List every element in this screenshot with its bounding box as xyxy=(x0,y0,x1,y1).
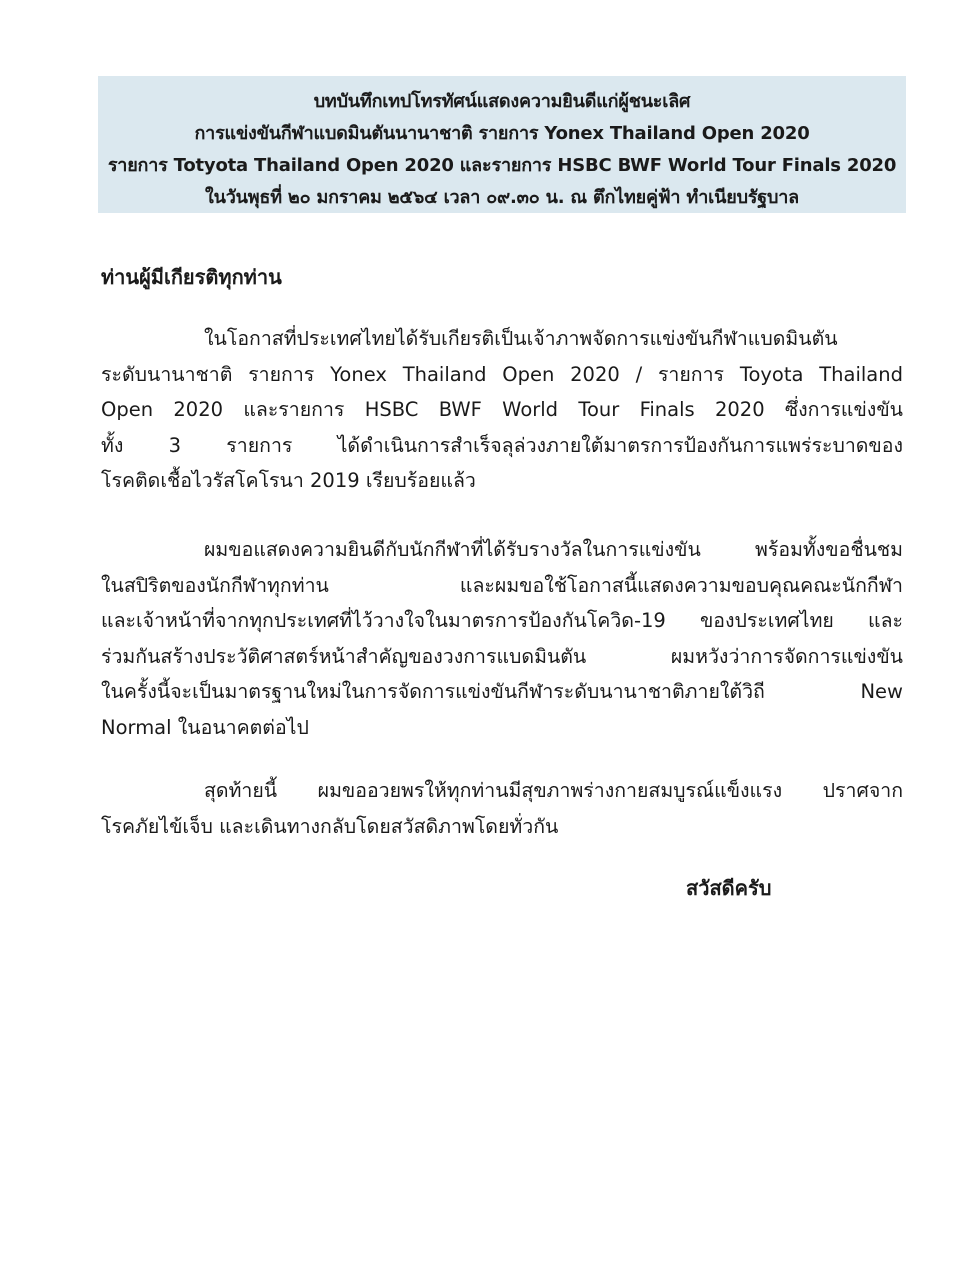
header-title: บทบันทึกเทปโทรทัศน์แสดงความยินดีแก่ผู้ชนะเลิศ xyxy=(313,91,691,112)
paragraph-line: Open 2020 และรายการ HSBC BWF World Tour Finals 2020 ซึ่งการแข่งขัน xyxy=(101,398,903,421)
header-box xyxy=(98,76,906,213)
paragraph-line: Normal ในอนาคตต่อไป xyxy=(101,715,309,739)
header-event-line: การแข่งขันกีฬาแบดมินตันนานาชาติ รายการ Yonex Thailand Open 2020 xyxy=(194,123,810,144)
paragraph-line: ทั้ง 3 รายการ ได้ดำเนินการสำเร็จลุล่วงภายใต้มาตรการป้องกันการแพร่ระบาดของ xyxy=(101,433,903,457)
paragraph-line: ผมขอแสดงความยินดีกับนักกีฬาที่ได้รับรางวัลในการแข่งขัน พร้อมทั้งขอชื่นชม xyxy=(204,538,903,561)
paragraph-3 xyxy=(101,773,903,844)
header-event-line: รายการ Totyota Thailand Open 2020 และรายการ HSBC BWF World Tour Finals 2020 xyxy=(107,155,897,176)
paragraph-line: ระดับนานาชาติ รายการ Yonex Thailand Open 2020 / รายการ Toyota Thailand xyxy=(101,362,903,386)
paragraph-line: ในครั้งนี้จะเป็นมาตรฐานใหม่ในการจัดการแข่งขันกีฬาระดับนานาชาติภายใต้วิถี New xyxy=(101,680,903,703)
header-date-line: ในวันพุธที่ ๒๐ มกราคม ๒๕๖๔ เวลา ๐๙.๓๐ น. ณ ตึกไทยคู่ฟ้า ทำเนียบรัฐบาล xyxy=(205,187,799,208)
paragraph-2 xyxy=(101,532,903,745)
paragraph-line: โรคติดเชื้อไวรัสโคโรนา 2019 เรียบร้อยแล้ว xyxy=(101,469,476,492)
paragraph-line: สุดท้ายนี้ ผมขออวยพรให้ทุกท่านมีสุขภาพร่างกายสมบูรณ์แข็งแรง ปราศจาก xyxy=(204,779,903,802)
salutation: ท่านผู้มีเกียรติทุกท่าน xyxy=(101,265,282,289)
paragraph-1 xyxy=(101,321,903,499)
paragraph-line: และเจ้าหน้าที่จากทุกประเทศที่ไว้วางใจในมาตรการป้องกันโควิด-19 ของประเทศไทย และ xyxy=(101,609,903,632)
paragraph-line: ในโอกาสที่ประเทศไทยได้รับเกียรติเป็นเจ้าภาพจัดการแข่งขันกีฬาแบดมินตัน xyxy=(204,327,838,350)
closing-greeting: สวัสดีครับ xyxy=(686,876,772,900)
paragraph-line: ในสปิริตของนักกีฬาทุกท่าน และผมขอใช้โอกาสนี้แสดงความขอบคุณคณะนักกีฬา xyxy=(101,573,903,597)
paragraph-line: โรคภัยไข้เจ็บ และเดินทางกลับโดยสวัสดิภาพโดยทั่วกัน xyxy=(101,814,559,838)
paragraph-line: ร่วมกันสร้างประวัติศาสตร์หน้าสำคัญของวงการแบดมินตัน ผมหวังว่าการจัดการแข่งขัน xyxy=(101,644,903,668)
